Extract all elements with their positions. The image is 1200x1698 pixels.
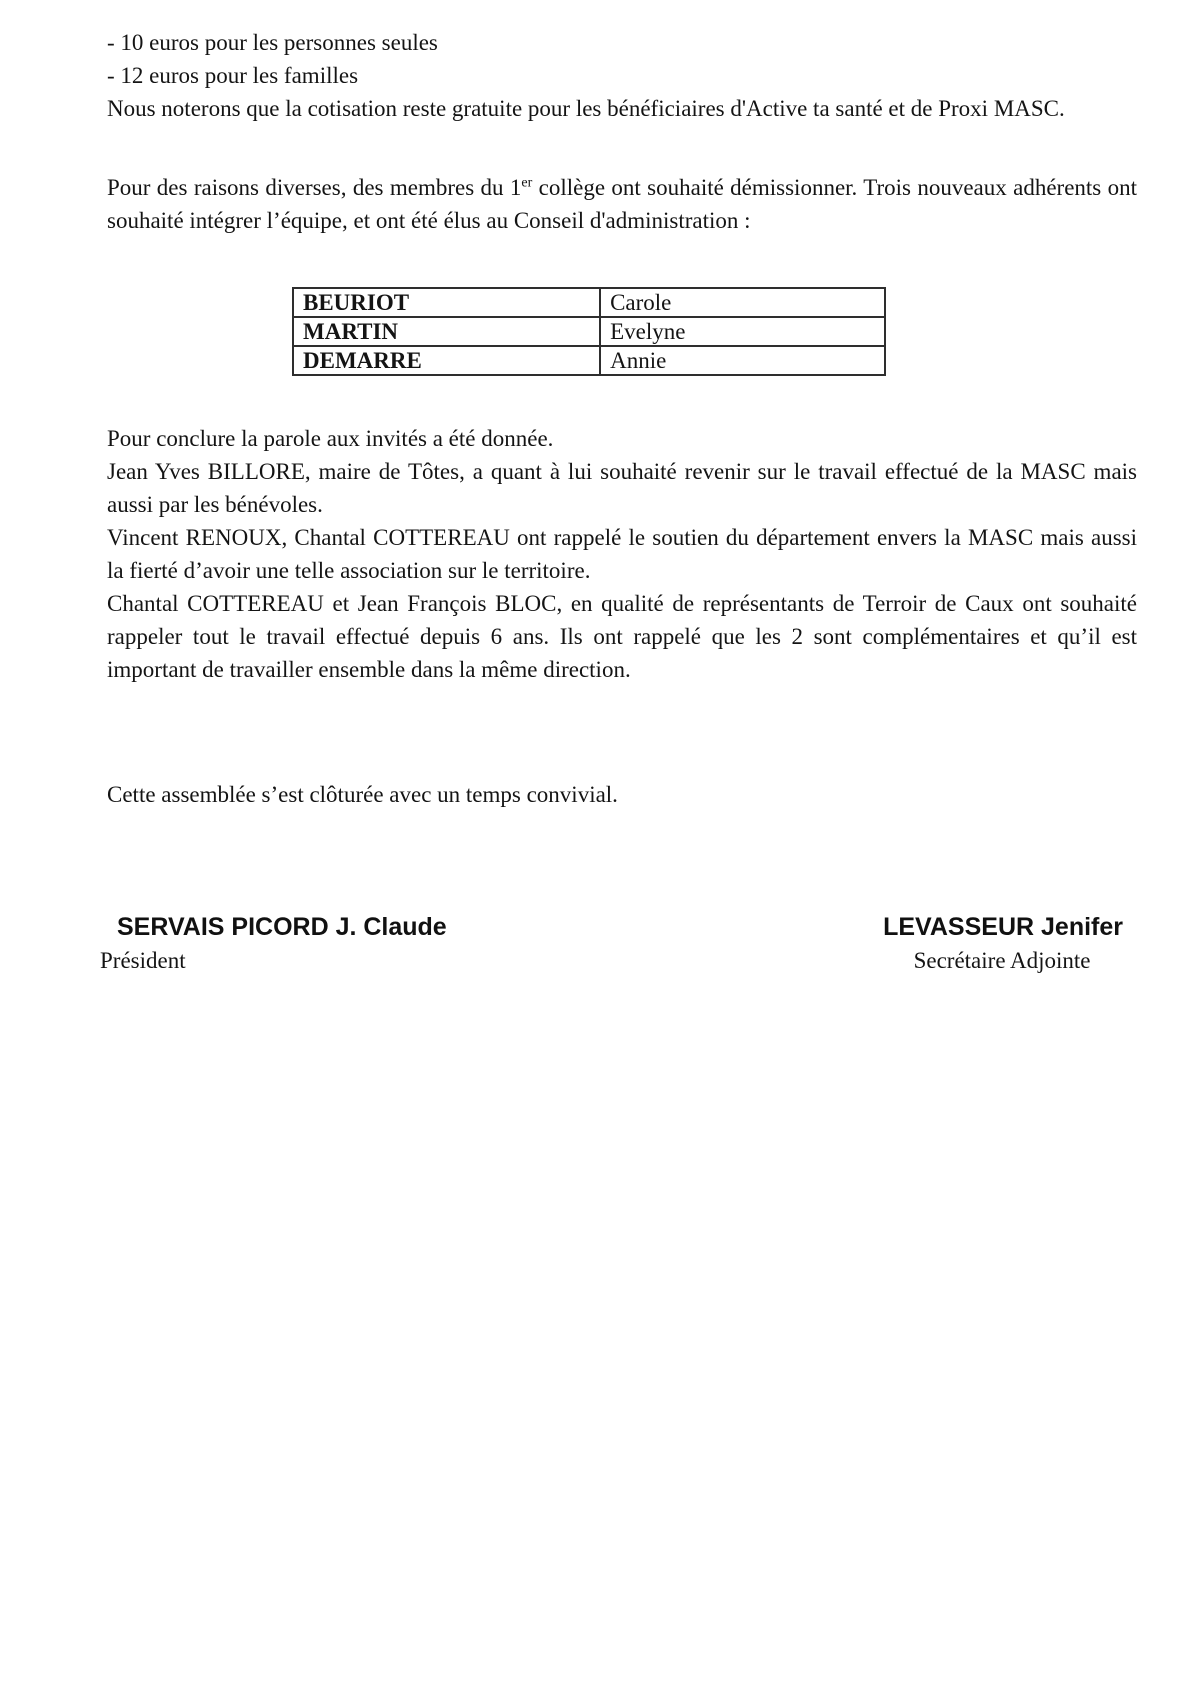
college-paragraph-part1: Pour des raisons diverses, des membres du 1 bbox=[107, 175, 522, 200]
college-paragraph bbox=[107, 171, 1137, 237]
note-paragraph: Nous noterons que la cotisation reste gratuite pour les bénéficiaires d'Active ta santé et de Proxi MASC. bbox=[107, 96, 1065, 121]
table-row bbox=[293, 317, 885, 346]
closing-line: Cette assemblée s’est clôturée avec un temps convivial. bbox=[107, 782, 618, 807]
signature-name-president: SERVAIS PICORD J. Claude bbox=[117, 913, 447, 941]
body-paragraph-conclusion-intro: Pour conclure la parole aux invités a été donnée. bbox=[107, 426, 554, 451]
signature-title-secretary: Secrétaire Adjointe bbox=[913, 948, 1091, 973]
signature-row bbox=[100, 911, 1137, 977]
signature-name-secretary: LEVASSEUR Jenifer bbox=[883, 913, 1123, 941]
fee-line-families: - 12 euros pour les familles bbox=[107, 63, 359, 88]
member-first-name-cell: Annie bbox=[600, 346, 885, 375]
table-row bbox=[293, 346, 885, 375]
fee-line-singles: - 10 euros pour les personnes seules bbox=[107, 30, 438, 55]
body-paragraph-renoux-cottereau: Vincent RENOUX, Chantal COTTEREAU ont rappelé le soutien du département envers la MASC mais aussi la fierté d’avoir une telle association sur le territoire. bbox=[107, 525, 1137, 583]
member-first-name-cell: Evelyne bbox=[600, 317, 885, 346]
member-last-name-cell: DEMARRE bbox=[293, 346, 600, 375]
members-table bbox=[292, 287, 886, 376]
signature-left bbox=[100, 911, 447, 977]
body-paragraph-cottereau-bloc: Chantal COTTEREAU et Jean François BLOC, en qualité de représentants de Terroir de Caux ont souhaité rappeler tout le travail effectué depuis 6 ans. Ils ont rappelé que les 2 sont complémentaires et qu’il est important de travailler ensemble dans la même direction. bbox=[107, 591, 1137, 682]
member-first-name-cell: Carole bbox=[600, 288, 885, 317]
member-last-name-cell: MARTIN bbox=[293, 317, 600, 346]
signature-title-president: Président bbox=[100, 948, 186, 973]
signature-right bbox=[883, 911, 1123, 977]
ordinal-superscript: er bbox=[521, 175, 533, 191]
college-paragraph-part2: collège ont souhaité démissionner. Trois nouveaux adhérents ont souhaité intégrer l’équipe, et ont été élus au Conseil d'administration : bbox=[107, 175, 1137, 233]
table-row bbox=[293, 288, 885, 317]
body-paragraph-billore: Jean Yves BILLORE, maire de Tôtes, a quant à lui souhaité revenir sur le travail effectué de la MASC mais aussi par les bénévoles. bbox=[107, 459, 1137, 517]
member-last-name-cell: BEURIOT bbox=[293, 288, 600, 317]
